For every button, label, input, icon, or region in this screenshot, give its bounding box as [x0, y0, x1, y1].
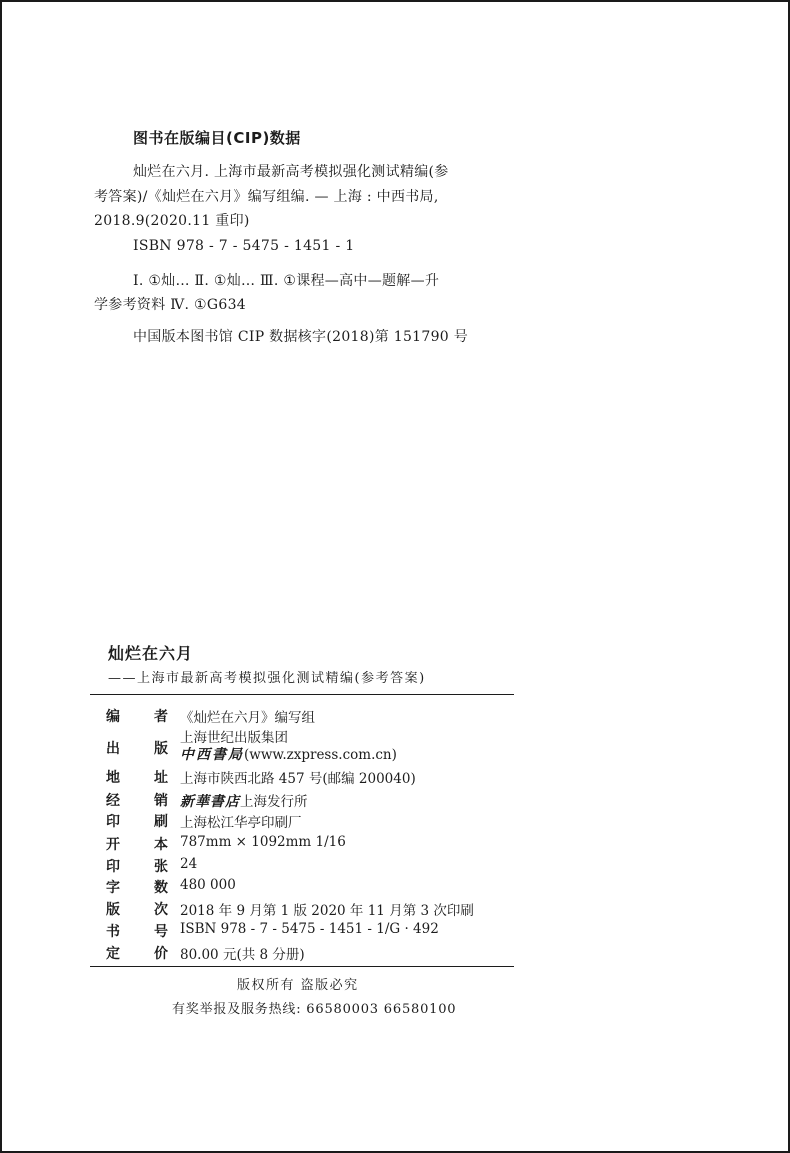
- zhongxi-shuju-logo: 中西書局: [180, 747, 244, 763]
- cip-line-1: 灿烂在六月. 上海市最新高考模拟强化测试精编(参: [133, 164, 449, 180]
- imprint-label-price: 定 价: [106, 946, 168, 962]
- imprint-value-editor: 《灿烂在六月》编写组: [180, 710, 315, 726]
- imprint-label-publisher: 出 版: [106, 741, 168, 757]
- divider-top: [90, 694, 514, 695]
- imprint-label-words: 字 数: [106, 880, 168, 896]
- book-subtitle: ——上海市最新高考模拟强化测试精编(参考答案): [108, 671, 426, 686]
- book-title: 灿烂在六月: [108, 644, 194, 663]
- report-hotline: 有奖举报及服务热线: 66580003 66580100: [172, 1002, 457, 1017]
- imprint-value-edition: 2018 年 9 月第 1 版 2020 年 11 月第 3 次印刷: [180, 903, 474, 919]
- imprint-label-distributor: 经 销: [106, 793, 168, 809]
- xinhua-bookstore-logo: 新華書店: [180, 794, 240, 810]
- publisher-url: (www.zxpress.com.cn): [244, 747, 397, 763]
- cip-heading: 图书在版编目(CIP)数据: [133, 129, 301, 147]
- imprint-value-publisher: 上海世纪出版集团: [180, 730, 288, 746]
- imprint-label-edition: 版 次: [106, 902, 168, 918]
- imprint-value-words: 480 000: [180, 877, 236, 893]
- cip-line-3: 2018.9(2020.11 重印): [94, 213, 250, 229]
- imprint-label-format: 开 本: [106, 837, 168, 853]
- imprint-label-editor: 编 者: [106, 709, 168, 725]
- imprint-label-printer: 印 刷: [106, 814, 168, 830]
- imprint-publisher-imprint: [180, 744, 397, 764]
- imprint-label-address: 地 址: [106, 770, 168, 786]
- cip-record-number: 中国版本图书馆 CIP 数据核字(2018)第 151790 号: [133, 329, 469, 345]
- imprint-value-book-number: ISBN 978 - 7 - 5475 - 1451 - 1/G · 492: [180, 921, 439, 937]
- imprint-value-distributor: 新華書店上海发行所: [180, 794, 308, 810]
- imprint-value-printer: 上海松江华亭印刷厂: [180, 815, 302, 831]
- imprint-value-address: 上海市陕西北路 457 号(邮编 200040): [180, 771, 416, 787]
- divider-bottom: [90, 966, 514, 967]
- imprint-label-sheets: 印 张: [106, 859, 168, 875]
- copyright-notice: 版权所有 盗版必究: [237, 978, 359, 993]
- imprint-value-sheets: 24: [180, 856, 198, 872]
- cip-classification-1: Ⅰ. ①灿… Ⅱ. ①灿… Ⅲ. ①课程—高中—题解—升: [133, 273, 440, 289]
- cip-isbn: ISBN 978 - 7 - 5475 - 1451 - 1: [133, 238, 355, 254]
- cip-line-2: 考答案)/《灿烂在六月》编写组编. — 上海 : 中西书局,: [94, 189, 439, 205]
- imprint-value-price: 80.00 元(共 8 分册): [180, 947, 305, 963]
- cip-classification-2: 学参考资料 Ⅳ. ①G634: [94, 297, 246, 313]
- imprint-value-format: 787mm × 1092mm 1/16: [180, 834, 346, 850]
- imprint-label-book-number: 书 号: [106, 924, 168, 940]
